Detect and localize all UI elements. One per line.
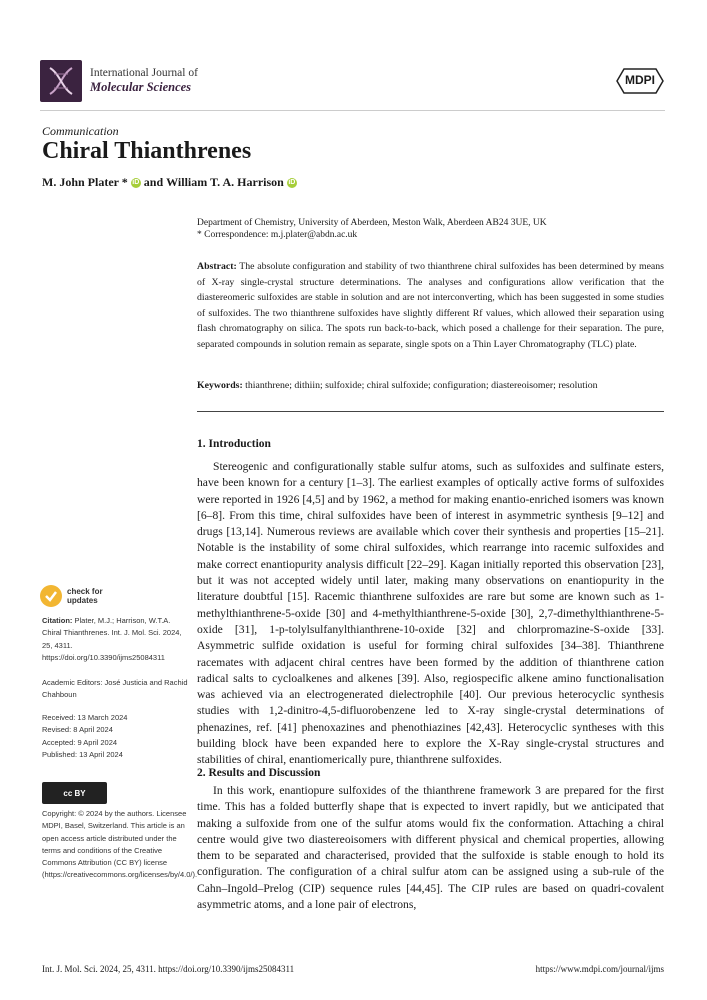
publisher-logo[interactable]	[616, 68, 664, 94]
correspondence: * Correspondence: m.j.plater@abdn.ac.uk	[197, 230, 358, 240]
journal-logo	[40, 60, 82, 102]
results-paragraph: In this work, enantiopure sulfoxides of the thianthrene framework 3 are prepared for the first time. This has a folded butterfly shape that is expected to invert rapidly, but we anticipated that making a sulfoxide from one of the sulfur atoms would fix the conformation. Attaching a chiral centre would give two diastereoisomers with different physical and chemical properties, allowing them to be separated and characterised, provided that the sulfoxide is stable enough to hold its configuration. The configuration of a chiral sulfur atom can be assigned using a sub-rule of the Cahn–Ingold–Prelog (CIP) sequence rules [44,45]. The CIP rules are based on quadri-covalent asymmetric atoms, and a lone pair of electrons,	[197, 784, 664, 912]
accepted-date: Accepted: 9 April 2024	[42, 737, 118, 747]
affiliation-block	[197, 217, 547, 241]
keywords-text: thianthrene; dithiin; sulfoxide; chiral sulfoxide; configuration; diastereoisomer; resolution	[245, 380, 598, 391]
dna-icon	[40, 60, 82, 102]
author-1[interactable]: M. John Plater *	[42, 175, 128, 189]
abstract-text: The absolute configuration and stability of two thianthrene chiral sulfoxides has been determined by means of X-ray single-crystal structure determinations. The analyses and configurations allow verification that the diastereomeric sulfoxides are stable in solution and are not interconverting, which has been suggested in some studies of sulfoxides. The two thianthrene sulfoxides have slightly different Rf values, which allowed their separation using flash chromatography on silica. The spots run back-to-back, which posed a challenge for their separation. The pure, separated compounds in solution remain as separate, single spots on a Thin Layer Chromatography (TLC) plate.	[197, 261, 664, 350]
orcid-icon[interactable]: iD	[132, 178, 140, 186]
published-date: Published: 13 April 2024	[42, 749, 123, 759]
journal-name-line2: Molecular Sciences	[90, 80, 192, 94]
received-date: Received: 13 March 2024	[42, 713, 128, 722]
revised-date: Revised: 8 April 2024	[42, 725, 113, 735]
cc-license-label: cc BY	[63, 788, 86, 798]
introduction-paragraph: Stereogenic and configurationally stable sulfur atoms, such as sulfoxides and sulfinate esters, have been known for a century [1–3]. The earliest examples of optically active forms of sulfoxides were reported in 1926 [4,5] and by 1962, a method for making enantio-enriched isomers was known [6–8]. From this time, chiral sulfoxides have been of interest in asymmetric synthesis [9–12] and drugs [13,14]. Numerous reviews are available which cover their synthesis and properties [15–21]. Notable is the instability of some chiral sulfoxides, which rearrange into racemic sulfoxides and make correct enantiopurity analysis difficult [22–29]. Kagan initially reported this observation [23], but it was not accepted widely until later, making many observations on enantiopurity in the literature doubtful [15]. Racemic thianthrene sulfoxides are rare but some are known such as 1-methylthianthrene-5-oxide [30] and 4-methylthianthrene-5-oxide [30], 2,7-dimethylthianthrene-5-oxide [31], 1-p-tolylsulfanylthianthrene-10-oxide [32] and chlorpromazine-S-oxide [33]. Asymmetric sulfide oxidation is useful for forming chiral sulfoxides [34–38]. Thianthrene racemates with adjacent chiral centres have been formed by the addition of thianthrene cation radical salts to cycloalkenes and alkenes [39]. Also, regiospecific alkene amino functionalisation was achieved via an electrogenerated dielectrophile [40]. Our previous heterocyclic synthesis studies with 1,2-dinitro-4,5-difluorobenzene led to X-ray single-crystal determinations of phenazines, ref. [41] phenoxazines and phenothiazines [42,43]. Heterocyclic syntheses with this building block have been expanded here to explore the X-Ray single-crystal structures and stabilities of chiral, enantiomerically pure, thianthrene sulfoxides.	[197, 460, 664, 767]
section-heading-results: 2. Results and Discussion	[197, 767, 321, 779]
cc-license-badge[interactable]	[42, 782, 107, 804]
check-updates-icon	[40, 585, 62, 607]
section-heading-introduction: 1. Introduction	[197, 438, 271, 450]
abstract	[197, 259, 664, 353]
article-title: Chiral Thianthrenes	[42, 138, 252, 164]
keywords	[197, 378, 664, 394]
author-2[interactable]: William T. A. Harrison	[166, 175, 284, 189]
check-updates-label: check for updates	[67, 587, 103, 605]
header-divider	[40, 110, 665, 111]
publisher-name: MDPI	[625, 73, 655, 87]
journal-name-line1: International Journal of	[90, 67, 198, 79]
footer-journal-url[interactable]: https://www.mdpi.com/journal/ijms	[535, 964, 664, 974]
citation-text: Plater, M.J.; Harrison, W.T.A. Chiral Thianthrenes. Int. J. Mol. Sci. 2024, 25, 4311. https://doi.org/10.3390/ijms25084311	[42, 616, 182, 662]
affiliation: Department of Chemistry, University of Aberdeen, Meston Walk, Aberdeen AB24 3UE, UK	[197, 218, 547, 228]
abstract-label: Abstract:	[197, 261, 237, 272]
citation	[42, 615, 192, 664]
history-dates	[42, 712, 192, 761]
keywords-label: Keywords:	[197, 380, 243, 391]
author-separator: and	[143, 175, 164, 189]
footer-citation[interactable]: Int. J. Mol. Sci. 2024, 25, 4311. https://doi.org/10.3390/ijms25084311	[42, 964, 295, 974]
academic-editors: Academic Editors: José Justicia and Rachid Chahboun	[42, 678, 188, 700]
abstract-divider	[197, 411, 664, 412]
orcid-icon[interactable]: iD	[288, 178, 296, 186]
author-list	[42, 175, 297, 190]
check-for-updates-button[interactable]	[40, 585, 107, 607]
article-type: Communication	[42, 124, 119, 138]
citation-label: Citation:	[42, 616, 73, 625]
copyright-notice: Copyright: © 2024 by the authors. Licensee MDPI, Basel, Switzerland. This article is an open access article distributed under the terms and conditions of the Creative Commons Attribution (CC BY) license (https://creativecommons.org/licenses/by/4.0/).	[42, 809, 198, 880]
journal-name[interactable]	[90, 66, 198, 94]
